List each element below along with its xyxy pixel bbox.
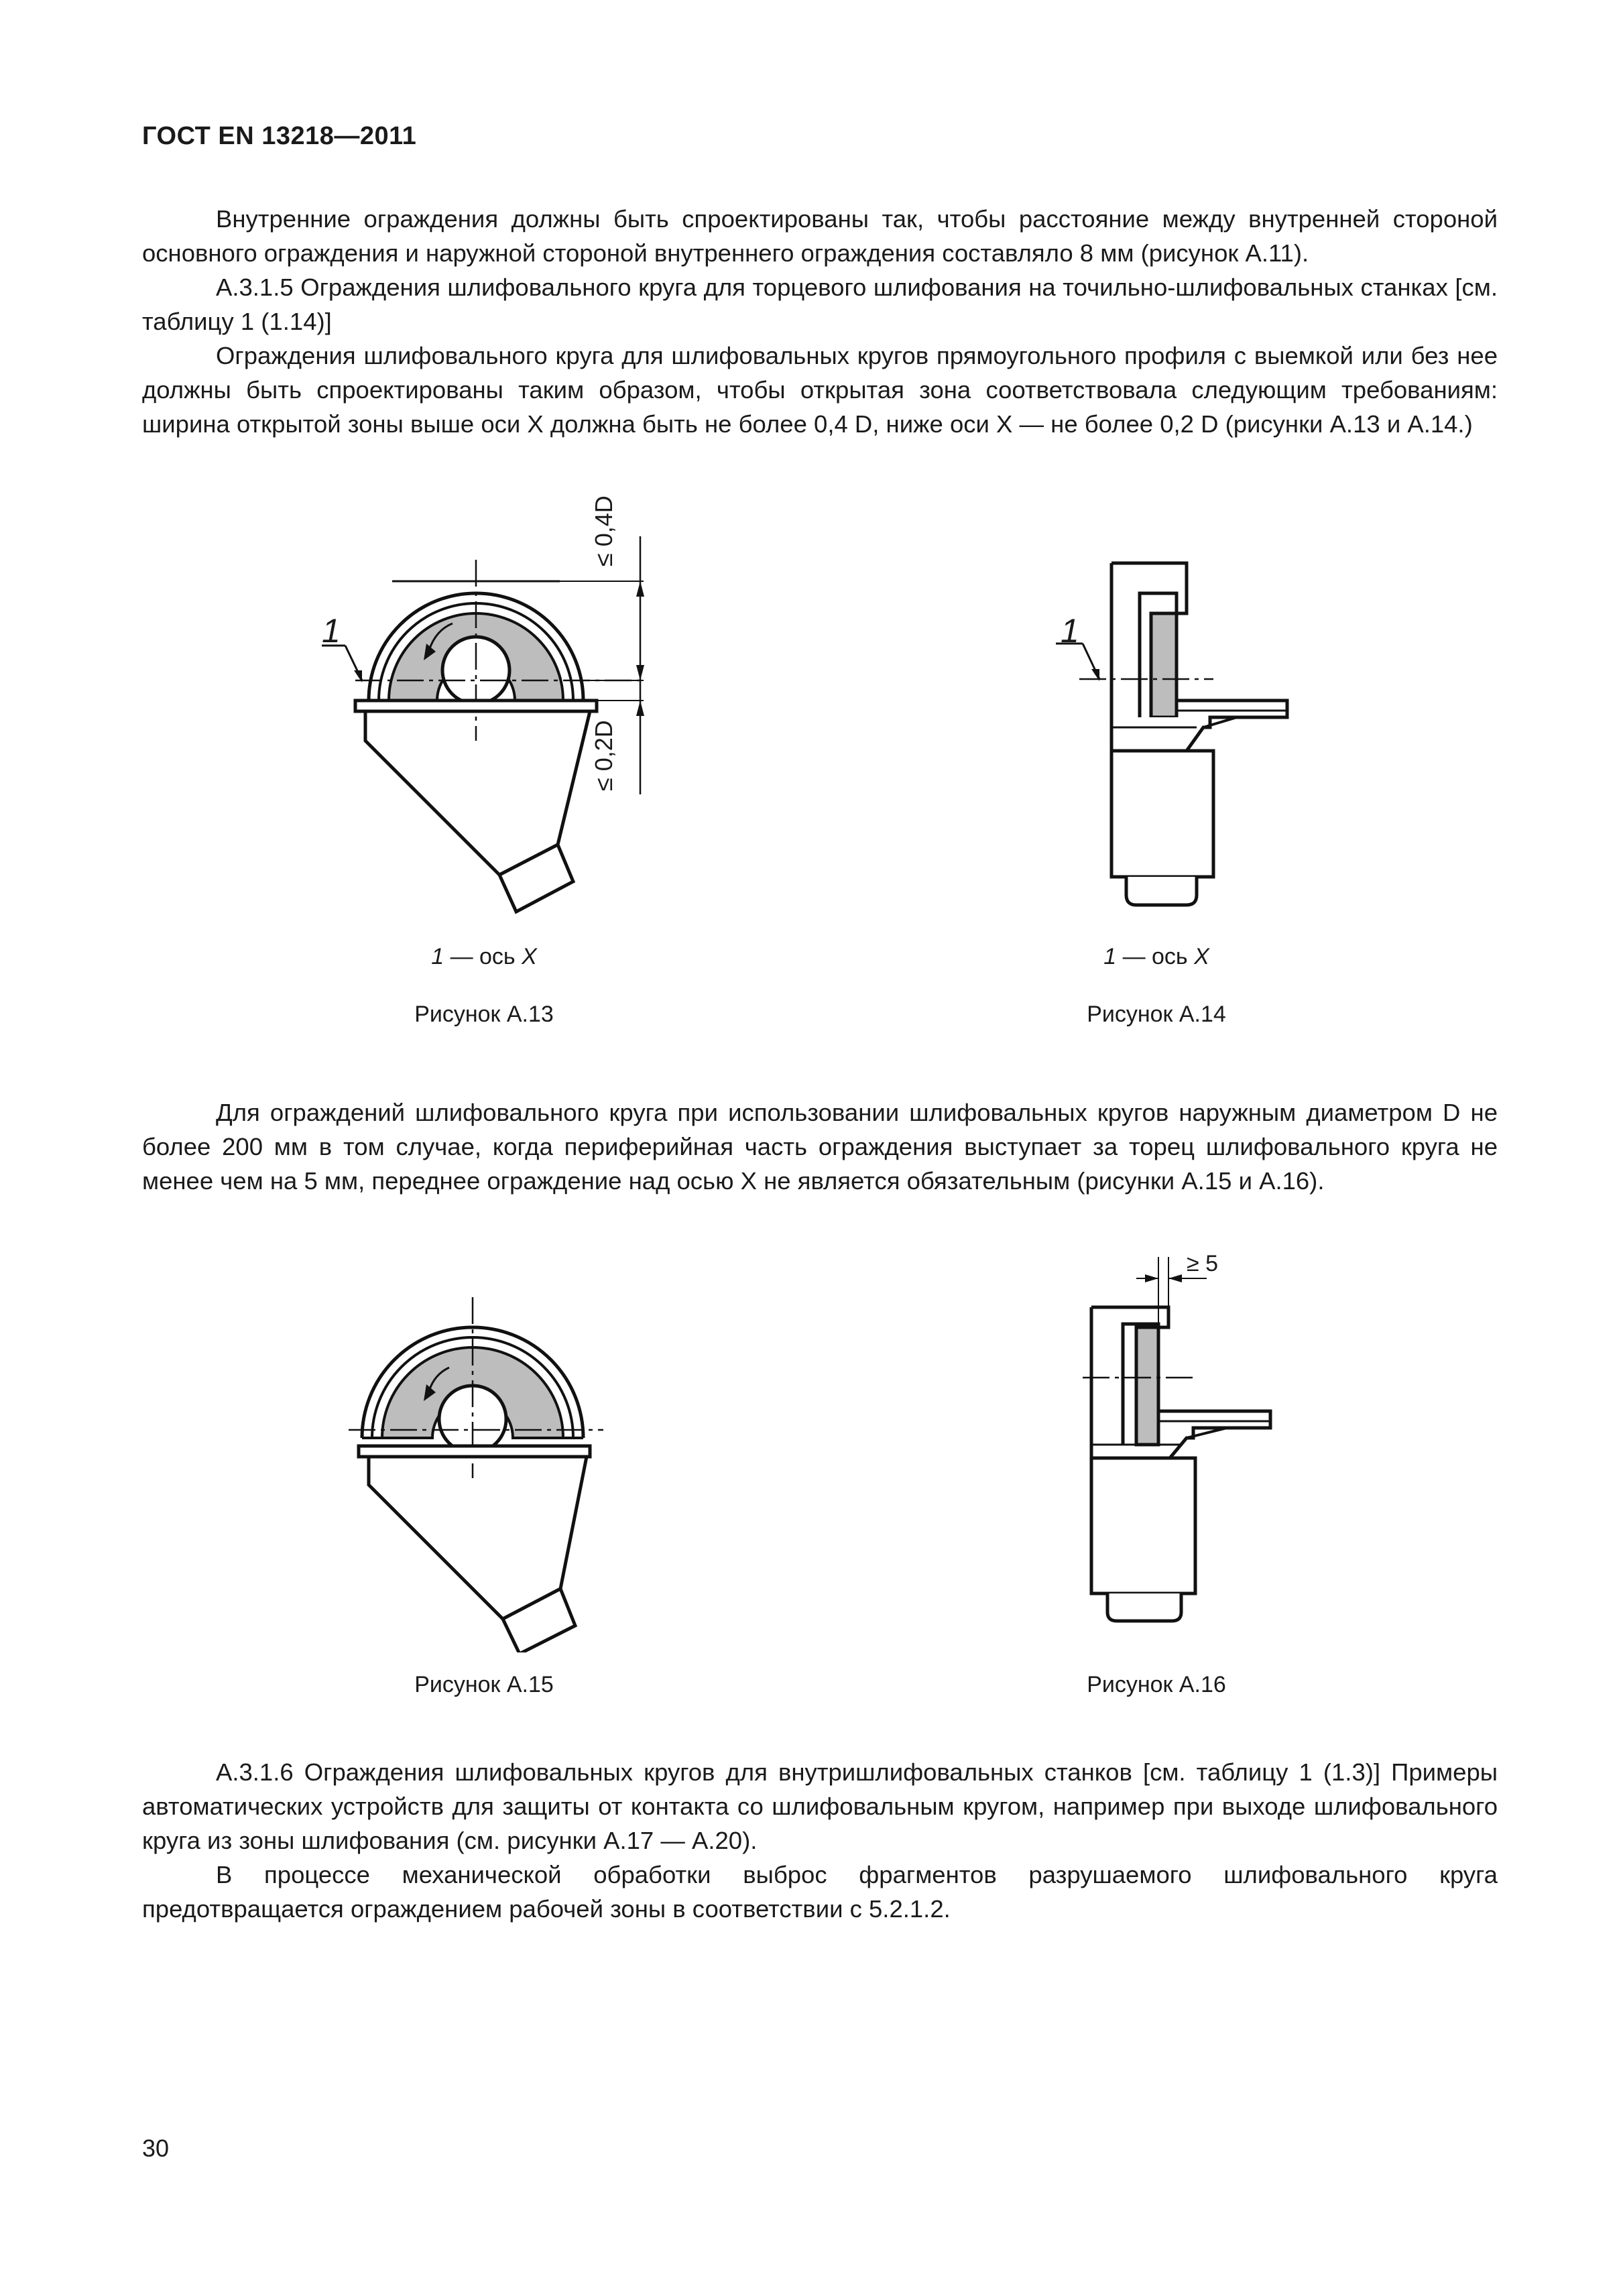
paragraph: Внутренние ограждения должны быть спроектированы так, чтобы расстояние между внутренней стороной основного ограждения и наружной стороной внутреннего ограждения составляло 8 мм (рисунок А.11). [142, 205, 1498, 267]
paragraph: Для ограждений шлифовального круга при использовании шлифовальных кругов наружным диаметром D не более 200 мм в том случае, когда периферийная часть ограждения выступает за торец шлифовального круга не менее чем на 5 мм, переднее ограждение над осью X не является обязательным (рисунки А.15 и А.16). [142, 1099, 1498, 1195]
paragraph: А.3.1.6 Ограждения шлифовальных кругов для внутришлифовальных станков [см. таблицу 1 (1.3)] Примеры автоматических устройств для защиты от контакта со шлифовальным кругом, например при выходе шлифовального круга из зоны шлифования (см. рисунки А.17 — А.20). [142, 1758, 1498, 1854]
figure-a13-caption: Рисунок А.13 [414, 1002, 554, 1027]
figure-a13-marker: 1 [322, 612, 341, 650]
legend-axis: X [1194, 944, 1209, 969]
text-block-1 [142, 202, 1498, 441]
text-block-2 [142, 1095, 1498, 1198]
document-header: ГОСТ EN 13218—2011 [142, 122, 417, 150]
legend-text: — ось [1116, 944, 1195, 969]
figure-a15-caption: Рисунок А.15 [414, 1672, 554, 1697]
text-block-3 [142, 1755, 1498, 1926]
page-number: 30 [142, 2134, 170, 2162]
figure-a13-dim-upper: ≤ 0,4D [590, 495, 617, 566]
legend-text: — ось [444, 944, 522, 969]
figure-a13-legend [310, 944, 658, 970]
figure-a16-dim: ≥ 5 [1187, 1251, 1219, 1276]
figure-a13-drawing [268, 509, 737, 925]
paragraph: В процессе механической обработки выброс фрагментов разрушаемого шлифовального круга предотвращается ограждением рабочей зоны в соответствии с 5.2.1.2. [142, 1861, 1498, 1923]
figure-a15-drawing [268, 1277, 644, 1652]
figure-a14-caption: Рисунок А.14 [1087, 1002, 1226, 1027]
figure-a14-marker: 1 [1061, 612, 1079, 650]
figure-a16-drawing [1073, 1244, 1287, 1646]
legend-number: 1 [1103, 944, 1117, 969]
paragraph: А.3.1.5 Ограждения шлифовального круга для торцевого шлифования на точильно-шлифовальных станках [см. таблицу 1 (1.14)] [142, 274, 1498, 335]
figure-a14-legend [982, 944, 1331, 970]
figure-a14-drawing [1046, 550, 1301, 925]
figure-a13-dim-lower: ≤ 0,2D [590, 720, 617, 791]
figure-a16-caption: Рисунок А.16 [1087, 1672, 1226, 1697]
paragraph: Ограждения шлифовального круга для шлифовальных кругов прямоугольного профиля с выемкой или без нее должны быть спроектированы таким образом, чтобы открытая зона соответствовала следующим требованиям: ширина открытой зоны выше оси X должна быть не более 0,4 D, ниже оси X — не более 0,2 D (рисунки А.13 и А.14.) [142, 342, 1498, 438]
legend-axis: X [522, 944, 537, 969]
legend-number: 1 [431, 944, 444, 969]
